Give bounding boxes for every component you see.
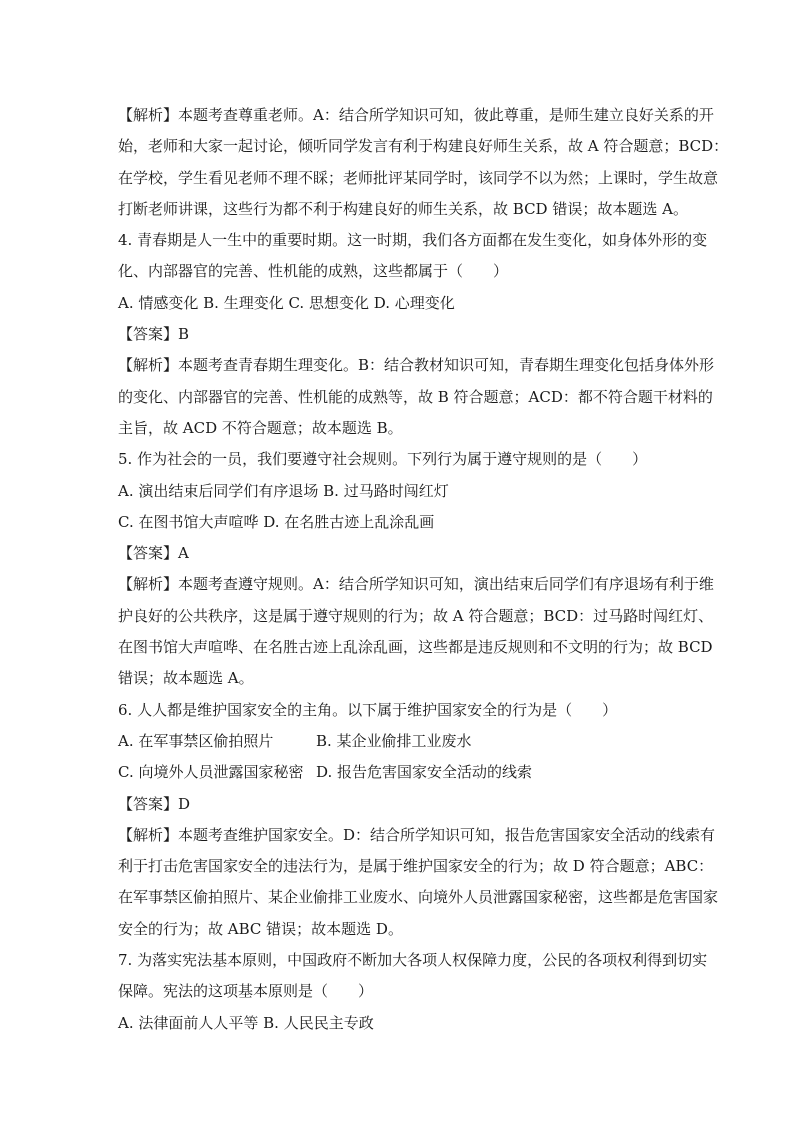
q5-options-line-2: C. 在图书馆大声喧哗 D. 在名胜古迹上乱涂乱画 bbox=[118, 512, 435, 531]
q5-analysis-line-4: 错误；故本题选 A。 bbox=[118, 669, 254, 688]
q6-stem: 6. 人人都是维护国家安全的主角。以下属于维护国家安全的行为是（ ） bbox=[118, 700, 618, 719]
q5-answer: 【答案】A bbox=[118, 544, 189, 563]
q3-analysis-line-2: 始，老师和大家一起讨论，倾听同学发言有利于构建良好师生关系，故 A 符合题意；BCD： bbox=[118, 137, 729, 156]
q3-analysis bbox=[118, 100, 729, 225]
q6-analysis-line-4: 安全的行为；故 ABC 错误；故本题选 D。 bbox=[118, 919, 403, 938]
q6-analysis-line-3: 在军事禁区偷拍照片、某企业偷排工业废水、向境外人员泄露国家秘密，这些都是危害国家 bbox=[118, 888, 719, 907]
document-page bbox=[118, 100, 729, 1039]
q6-answer: 【答案】D bbox=[118, 794, 191, 813]
q7-stem-line-1: 7. 为落实宪法基本原则，中国政府不断加大各项人权保障力度，公民的各项权利得到切实 bbox=[118, 951, 708, 970]
q6-analysis-line-1: 【解析】本题考查维护国家安全。D：结合所学知识可知，报告危害国家安全活动的线索有 bbox=[118, 825, 716, 844]
q5-stem: 5. 作为社会的一员，我们要遵守社会规则。下列行为属于遵守规则的是（ ） bbox=[118, 450, 648, 469]
q6-analysis-line-2: 利于打击危害国家安全的违法行为，是属于维护国家安全的行为；故 D 符合题意；ABC： bbox=[118, 857, 714, 876]
q5-options-line-1: A. 演出结束后同学们有序退场 B. 过马路时闯红灯 bbox=[118, 481, 449, 500]
q4-answer: 【答案】B bbox=[118, 325, 190, 344]
q5-analysis-line-3: 在图书馆大声喧哗、在名胜古迹上乱涂乱画，这些都是违反规则和不文明的行为；故 BCD bbox=[118, 638, 713, 657]
q4-options: A. 情感变化 B. 生理变化 C. 思想变化 D. 心理变化 bbox=[118, 293, 455, 312]
question-5 bbox=[118, 444, 714, 694]
q4-analysis-line-1: 【解析】本题考查青春期生理变化。B：结合教材知识可知，青春期生理变化包括身体外形 bbox=[118, 356, 715, 375]
q6-option-a: A. 在军事禁区偷拍照片 bbox=[118, 731, 274, 750]
question-7 bbox=[118, 945, 708, 1039]
q4-analysis-line-2: 的变化、内部器官的完善、性机能的成熟等，故 B 符合题意；ACD：都不符合题干材料的 bbox=[118, 387, 713, 406]
q3-analysis-line-4: 打断老师讲课，这些行为都不利于构建良好的师生关系，故 BCD 错误；故本题选 A。 bbox=[118, 199, 688, 218]
q6-options-row-1 bbox=[118, 726, 678, 757]
q5-analysis-line-2: 护良好的公共秩序，这是属于遵守规则的行为；故 A 符合题意；BCD：过马路时闯红灯、 bbox=[118, 606, 714, 625]
q4-stem-line-1: 4. 青春期是人一生中的重要时期。这一时期，我们各方面都在发生变化，如身体外形的变 bbox=[118, 231, 708, 250]
q6-options-row-2 bbox=[118, 757, 678, 788]
q6-option-b: B. 某企业偷排工业废水 bbox=[316, 731, 472, 750]
q6-option-c: C. 向境外人员泄露国家秘密 bbox=[118, 763, 304, 782]
question-4 bbox=[118, 225, 715, 444]
q5-analysis-line-1: 【解析】本题考查遵守规则。A：结合所学知识可知，演出结束后同学们有序退场有利于维 bbox=[118, 575, 714, 594]
q3-analysis-line-3: 在学校，学生看见老师不理不睬；老师批评某同学时，该同学不以为然；上课时，学生故意 bbox=[118, 168, 719, 187]
q4-stem-line-2: 化、内部器官的完善、性机能的成熟，这些都属于（ ） bbox=[118, 262, 509, 281]
q7-stem-line-2: 保障。宪法的这项基本原则是（ ） bbox=[118, 982, 374, 1001]
question-6 bbox=[118, 695, 719, 945]
q3-analysis-line-1: 【解析】本题考查尊重老师。A：结合所学知识可知，彼此尊重，是师生建立良好关系的开 bbox=[118, 106, 714, 124]
q7-options-line-1: A. 法律面前人人平等 B. 人民民主专政 bbox=[118, 1013, 374, 1032]
q4-analysis-line-3: 主旨，故 ACD 不符合题意；故本题选 B。 bbox=[118, 418, 403, 437]
q6-option-d: D. 报告危害国家安全活动的线索 bbox=[316, 763, 533, 782]
